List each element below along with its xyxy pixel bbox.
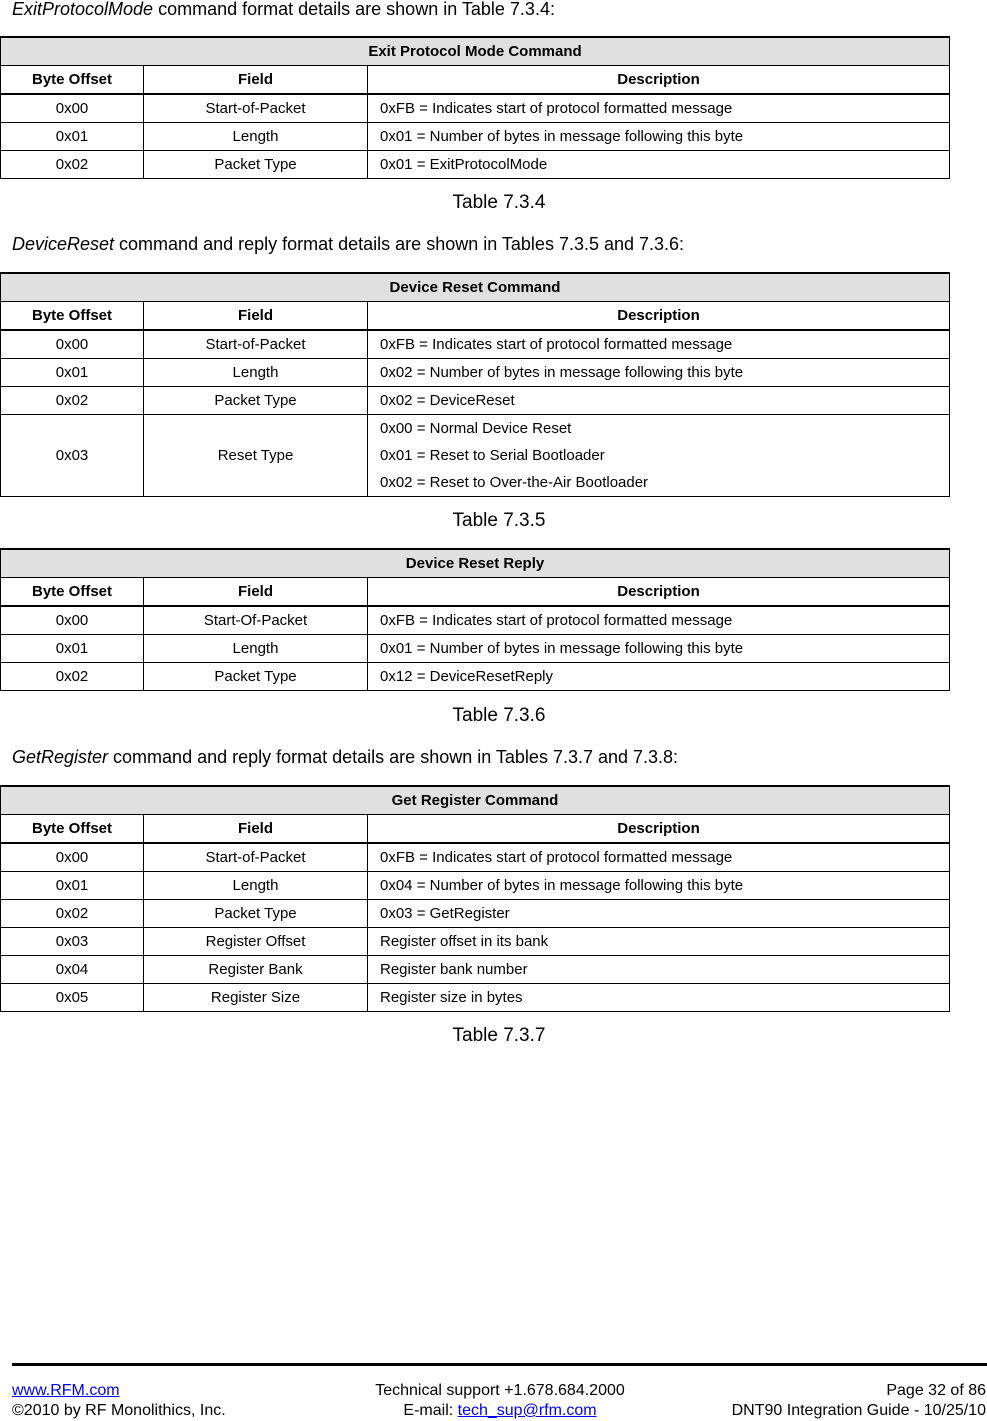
table-header-row [1, 815, 950, 844]
description-line: 0x00 = Normal Device Reset [380, 420, 572, 437]
table-row [1, 663, 950, 691]
field-cell: Register Size [144, 984, 368, 1012]
column-header: Description [368, 578, 950, 607]
intro-text: command format details are shown in Table 7.3.4: [153, 0, 555, 19]
description-cell: 0x02 = DeviceReset [368, 387, 950, 415]
device-reset-reply-table [0, 548, 950, 691]
table-row [1, 123, 950, 151]
table-row [1, 928, 950, 956]
footer-copyright: ©2010 by RF Monolithics, Inc. [12, 1402, 226, 1419]
byte-offset-cell: 0x00 [1, 330, 144, 359]
intro-text: command and reply format details are shown in Tables 7.3.7 and 7.3.8: [108, 747, 679, 767]
field-cell: Register Offset [144, 928, 368, 956]
email-link[interactable]: tech_sup@rfm.com [457, 1402, 597, 1419]
description-cell [368, 415, 950, 497]
command-name: GetRegister [12, 747, 109, 767]
column-header: Description [368, 66, 950, 95]
description-cell: 0xFB = Indicates start of protocol formatted message [368, 606, 950, 635]
field-cell: Packet Type [144, 900, 368, 928]
byte-offset-cell: 0x01 [1, 123, 144, 151]
description-cell: 0x01 = ExitProtocolMode [368, 151, 950, 179]
field-cell: Start-of-Packet [144, 330, 368, 359]
byte-offset-cell: 0x01 [1, 872, 144, 900]
description-cell: 0xFB = Indicates start of protocol formatted message [368, 330, 950, 359]
field-cell: Length [144, 635, 368, 663]
byte-offset-cell: 0x00 [1, 94, 144, 123]
table-row [1, 872, 950, 900]
byte-offset-cell: 0x03 [1, 928, 144, 956]
table-row [1, 843, 950, 872]
byte-offset-cell: 0x04 [1, 956, 144, 984]
column-header: Description [368, 302, 950, 331]
table-caption: Table 7.3.5 [452, 510, 546, 531]
table-title-row [1, 37, 950, 66]
table-title: Device Reset Reply [1, 549, 950, 578]
table-title: Device Reset Command [1, 273, 950, 302]
column-header: Field [144, 66, 368, 95]
table-caption: Table 7.3.6 [452, 705, 546, 726]
column-header: Field [144, 815, 368, 844]
table-row [1, 415, 950, 497]
table-row [1, 151, 950, 179]
table-caption: Table 7.3.4 [452, 192, 546, 213]
intro-text: command and reply format details are shown in Tables 7.3.5 and 7.3.6: [114, 234, 685, 254]
table-title-row [1, 549, 950, 578]
column-header: Byte Offset [1, 66, 144, 95]
description-cell: 0x01 = Number of bytes in message following this byte [368, 123, 950, 151]
description-cell: Register bank number [368, 956, 950, 984]
description-cell: 0x04 = Number of bytes in message following this byte [368, 872, 950, 900]
table-row [1, 359, 950, 387]
column-header: Description [368, 815, 950, 844]
byte-offset-cell: 0x00 [1, 606, 144, 635]
description-cell: Register offset in its bank [368, 928, 950, 956]
footer-page-number: Page 32 of 86 [886, 1382, 986, 1399]
column-header: Byte Offset [1, 815, 144, 844]
description-cell: 0xFB = Indicates start of protocol formatted message [368, 843, 950, 872]
column-header: Field [144, 302, 368, 331]
description-cell: 0x01 = Number of bytes in message following this byte [368, 635, 950, 663]
byte-offset-cell: 0x03 [1, 415, 144, 497]
description-line: 0x01 = Reset to Serial Bootloader [380, 447, 605, 464]
description-cell: 0xFB = Indicates start of protocol formatted message [368, 94, 950, 123]
byte-offset-cell: 0x00 [1, 843, 144, 872]
footer-divider [12, 1363, 987, 1366]
column-header: Byte Offset [1, 302, 144, 331]
table-row [1, 606, 950, 635]
field-cell: Length [144, 123, 368, 151]
byte-offset-cell: 0x02 [1, 663, 144, 691]
description-cell: 0x03 = GetRegister [368, 900, 950, 928]
byte-offset-cell: 0x02 [1, 151, 144, 179]
table-row [1, 387, 950, 415]
byte-offset-cell: 0x05 [1, 984, 144, 1012]
email-label: E-mail: [403, 1402, 458, 1419]
table-title-row [1, 273, 950, 302]
table-row [1, 956, 950, 984]
field-cell: Start-of-Packet [144, 94, 368, 123]
table-header-row [1, 302, 950, 331]
footer-support: Technical support +1.678.684.2000 [375, 1382, 625, 1399]
byte-offset-cell: 0x02 [1, 900, 144, 928]
field-cell: Length [144, 359, 368, 387]
table-row [1, 330, 950, 359]
column-header: Field [144, 578, 368, 607]
website-link[interactable]: www.RFM.com [12, 1382, 120, 1399]
field-cell: Start-Of-Packet [144, 606, 368, 635]
exit-protocol-mode-table [0, 36, 950, 179]
table-caption: Table 7.3.7 [452, 1025, 546, 1046]
field-cell: Packet Type [144, 387, 368, 415]
description-cell: Register size in bytes [368, 984, 950, 1012]
table-row [1, 900, 950, 928]
table-header-row [1, 578, 950, 607]
field-cell: Packet Type [144, 663, 368, 691]
command-name: DeviceReset [12, 234, 115, 254]
field-cell: Length [144, 872, 368, 900]
description-cell: 0x02 = Number of bytes in message following this byte [368, 359, 950, 387]
field-cell: Packet Type [144, 151, 368, 179]
device-reset-command-table [0, 272, 950, 497]
intro-get-register [12, 746, 678, 768]
field-cell: Register Bank [144, 956, 368, 984]
field-cell: Start-of-Packet [144, 843, 368, 872]
byte-offset-cell: 0x01 [1, 359, 144, 387]
get-register-command-table [0, 785, 950, 1012]
description-cell: 0x12 = DeviceResetReply [368, 663, 950, 691]
byte-offset-cell: 0x01 [1, 635, 144, 663]
intro-exit-protocol-mode [12, 0, 555, 20]
table-row [1, 984, 950, 1012]
table-row [1, 94, 950, 123]
footer-guide-title: DNT90 Integration Guide - 10/25/10 [731, 1402, 986, 1419]
byte-offset-cell: 0x02 [1, 387, 144, 415]
table-title: Exit Protocol Mode Command [1, 37, 950, 66]
table-title: Get Register Command [1, 786, 950, 815]
description-line: 0x02 = Reset to Over-the-Air Bootloader [380, 474, 649, 491]
column-header: Byte Offset [1, 578, 144, 607]
table-title-row [1, 786, 950, 815]
field-cell: Reset Type [144, 415, 368, 497]
command-name: ExitProtocolMode [12, 0, 154, 19]
table-header-row [1, 66, 950, 95]
intro-device-reset [12, 233, 684, 255]
table-row [1, 635, 950, 663]
